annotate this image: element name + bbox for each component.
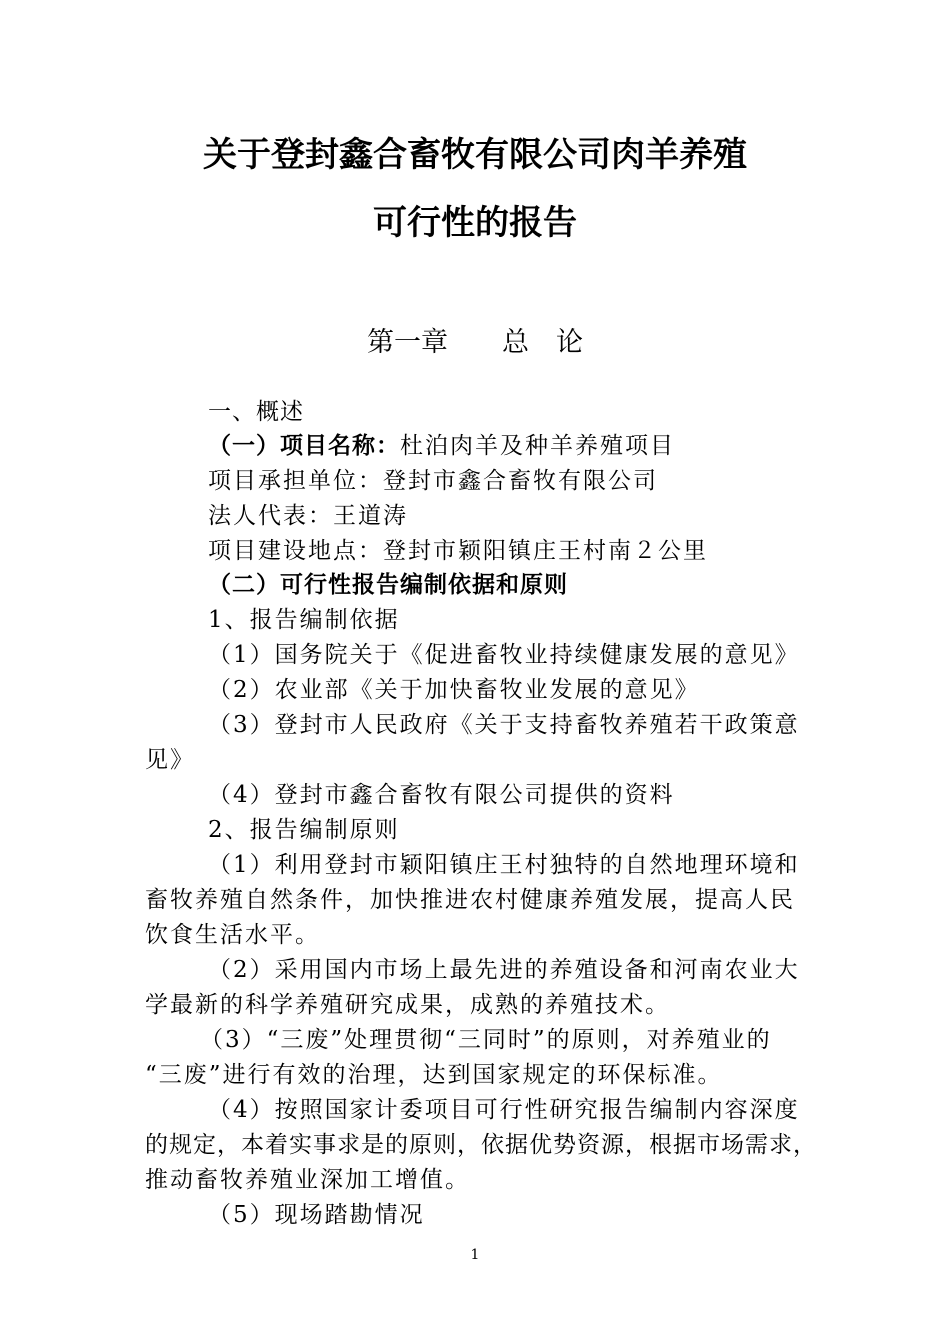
document-title-line-1: 关于登封鑫合畜牧有限公司肉羊养殖 (203, 135, 747, 175)
project-unit-line: 项目承担单位：登封市鑫合畜牧有限公司 (208, 468, 658, 494)
principle-4-line-2: 的规定，本着实事求是的原则，依据优势资源，根据市场需求， (145, 1132, 817, 1158)
principle-heading: 2、报告编制原则 (208, 817, 400, 843)
subsection-heading-basis-principles: （二）可行性报告编制依据和原则 (208, 572, 568, 598)
project-name-line (208, 431, 675, 461)
document-title-line-2: 可行性的报告 (373, 203, 577, 243)
basis-item-3-line-2: 见》 (145, 747, 195, 773)
principle-1-line-3: 饮食生活水平。 (145, 922, 320, 948)
principle-4-line-1: （4）按照国家计委项目可行性研究报告编制内容深度 (208, 1097, 800, 1123)
principle-3-line-1: （3）“三废”处理贯彻“三同时”的原则，对养殖业的 (200, 1027, 772, 1053)
principle-5-line-1: （5）现场踏勘情况 (208, 1202, 425, 1228)
project-name-value: 杜泊肉羊及种羊养殖项目 (400, 433, 675, 459)
basis-item-3-line-1: （3）登封市人民政府《关于支持畜牧养殖若干政策意 (208, 712, 800, 738)
project-name-label: （一）项目名称： (208, 433, 400, 459)
principle-3-line-2: “三废”进行有效的治理，达到国家规定的环保标准。 (145, 1062, 723, 1088)
basis-heading: 1、报告编制依据 (208, 607, 400, 633)
principle-1-line-1: （1）利用登封市颖阳镇庄王村独特的自然地理环境和 (208, 852, 800, 878)
principle-4-line-3: 推动畜牧养殖业深加工增值。 (145, 1167, 470, 1193)
section-heading-overview: 一、概述 (208, 399, 304, 425)
basis-item-2: （2）农业部《关于加快畜牧业发展的意见》 (208, 677, 700, 703)
legal-representative-line: 法人代表：王道涛 (208, 503, 408, 529)
principle-1-line-2: 畜牧养殖自然条件，加快推进农村健康养殖发展，提高人民 (145, 887, 795, 913)
principle-2-line-1: （2）采用国内市场上最先进的养殖设备和河南农业大 (208, 957, 800, 983)
page-number: 1 (470, 1247, 480, 1263)
chapter-heading: 第一章 总 论 (367, 327, 583, 358)
principle-2-line-2: 学最新的科学养殖研究成果，成熟的养殖技术。 (145, 992, 670, 1018)
basis-item-1: （1）国务院关于《促进畜牧业持续健康发展的意见》 (208, 642, 800, 668)
project-location-line: 项目建设地点：登封市颖阳镇庄王村南２公里 (208, 538, 708, 564)
basis-item-4: （4）登封市鑫合畜牧有限公司提供的资料 (208, 782, 675, 808)
